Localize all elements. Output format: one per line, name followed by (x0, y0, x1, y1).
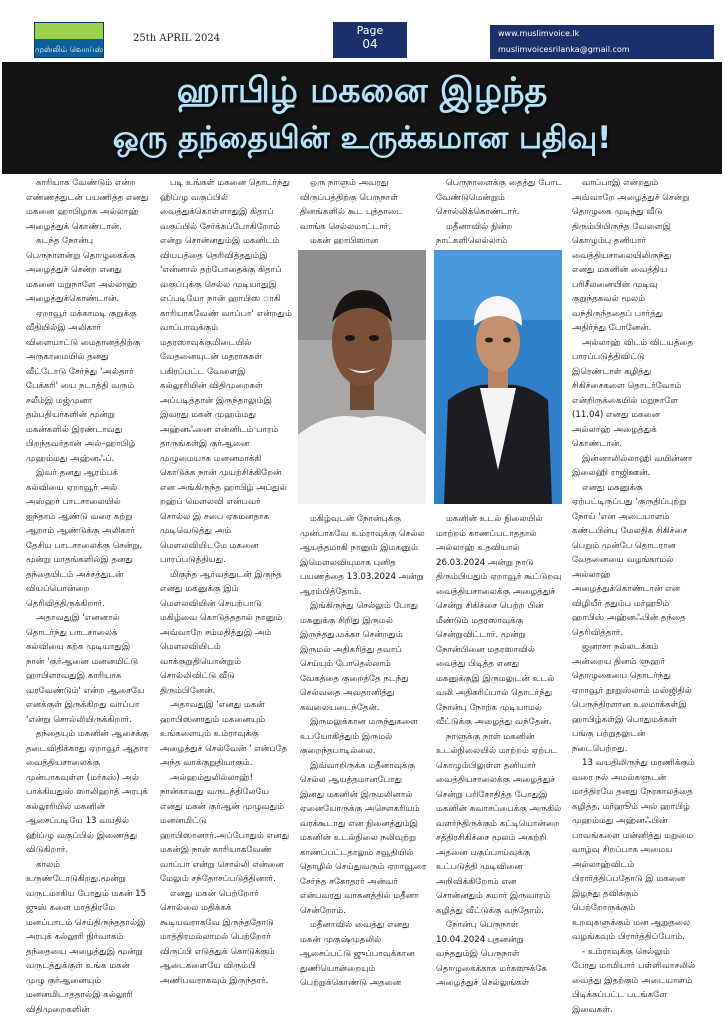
paragraph: பெருநாளைக்கு தைத்து போட வேண்டுமென்றும் சொல்லிக்கொண்டார். (436, 178, 563, 217)
paragraph: படி உங்கள் மகனை தொடர்ந்து ஹிப்ழு வகுப்பில் வைத்துக்கொள்ளாதுஇ கிதாப் வகுப்பில் சேர்க்கப்போகிறோம் என்று சொன்னதும்இ மகனிடம் வியபத்தை தெரிவித்ததும்இ 'என்னால் தற்போதைக்கு கிதாப் வகுப்புக்கு செல்ல முடியாதுஇ எப்படியோ நான் ஹாபிஸ ாகி காரியாகவேண் வாப்பா' என்றதும் வாப்பாவுக்கும் மதரஸாவுக்குமிடையில் வேதனையுடன் மதராசுகள் பகிரப்பட்ட வேளைஇ கல்லூரியின் விதிமுறைகள் அப்படித்தான் இருந்தாலும்இ இவரது மகன் முஹம்மது அஹ்னஃனை என்னிடம் பாரம் தாருங்கள்இ குர்ஆனை முழுமையாக மனனமாக்கி கொடுக்க நான் முயற்சிக்கிறேன் என அங்கிருந்த ஹாபிழ் அப்துல் றஹ்ப் மௌலவி என்பவர் சொல்ல இ சபை ஏகமனதாக முடிவெடுத்து அம் மௌலவியிடமே மகனை பாரப்படுத்தியது. (160, 178, 292, 565)
masthead-logo (34, 22, 104, 58)
paragraph: ஒரு நாளும் அவரது விருப்பத்திற்கு பெருநாள் தினங்களில் கூட புத்தாடை வாங்க செல்லமாட்டார். (300, 178, 404, 232)
paragraph: காரியாக வேண்டும் என்ற எண்ணத்துடன் பயணித்த எனது மகனை ஹாபிழாக அல்லாஹ் அழைத்துக் கொண்டான். (26, 178, 149, 232)
website-link[interactable]: www.muslimvoice.lk (498, 29, 580, 38)
issue-date: 25th APRIL 2024 (133, 33, 221, 44)
logo-text: முஸ்லிம் வொய்ஸ் (35, 45, 103, 54)
paragraph: வாப்பாஇ என்றதும் அவ்வாறே அழைத்துச் சென்று தொழுகை முடிந்து வீடு திரும்பியிருந்த வேளைஇ கொழும்பு தனியார் வைத்தியசாலையிலிருந்து எனது மகனின் வைத்திய பரிசீலனையின் முடிவு குறுந்தகவல் மூலம் வந்திருந்ததைப் பார்த்து அதிர்ந்து போனேன். (572, 178, 690, 333)
paragraph: அல்லாஹ் விடம் விடயத்தை பாரப்படுத்திவிட்டு இரெண்டாள் கழித்து சிகிச்சைகளை தொடர்வோம் என்றிருக்கையில் மறுநாளே (11.04) எனது மகனை அல்லாஹ் அழைத்துக் கொண்டான். (572, 337, 694, 449)
article-column-3-top (300, 176, 428, 248)
article-column-5 (572, 176, 696, 1022)
paragraph: ஜனாசா நல்லடக்கம் அன்றைய தினம் ளுஹர் தொழுகையை தொடர்ந்து ஏறாவூர் நூறுஸ்லாம் மஸ்ஜிதில் பெருந்திரளான உலமாக்கள்இ ஹாபிழ்கள்இ பொதுமக்கள் பங்கு பற்றுதலுடன் நடைபெற்றது. (572, 642, 692, 754)
paragraph: - உம்ராவுக்கு செல்லும் போது மாமியார் பள்ளிவாசலில் வைத்து இதற்கும் அடையாளம் பிடிக்கப்பட்ட படங்களே இவைகள். (572, 946, 696, 1015)
paragraph: அல்ஹம்துலில்லாஹ்! நான்காவது வருடத்திலேயே எனது மகன் குர்ஆன் முழுவதும் மனனமிட்டு ஹாபிஸானார்.அப்போதும் எனது மகன்இ நான் காரியாகவேண் வாப்பா என்று சொல்லி என்னை மேலும் சந்தோசப்படுத்தினார். (160, 772, 290, 884)
paragraph: அதாவதுஇ 'எனனால் தொடர்ந்து பாடசாலைக் கல்வியை கற்க முடியாதுஇ நான் 'குர்ஆனை மனனமிட்டு ஹாபிளாவதுஇ காரியாக வரவேண்டும்' என்ற ஆசையே எனக்குள் இருக்கிறது வாப்பா 'என்று சொல்லியிருக்கிறார். (26, 613, 145, 725)
paragraph: மதீனாவில் நின்ற நாட்களிலெல்லாம் (436, 221, 513, 246)
page-number: 04 (362, 37, 378, 51)
paragraph: மிகுந்த ஆர்வத்துடன் இருந்த எனது மகனுக்கு இம் மௌலவியின் செயற்பாடு மகிழ்வை கொடுத்ததால் நானும் அவ்வாறே சம்மதித்துஇ அம் மௌலவியிடம் வாக்குறுதியொன்றும் சொல்லிவிட்டு வீடு திரும்பினேன். (160, 569, 283, 696)
paragraph: மகிழ்வுடன் நோன்புக்கு முன்பாகவே உம்ராவுக்கு செல்ல ஆயத்தமாகி நானும் இமகனும் இமௌலவியுமாக புனித பயணத்தை 13.03.2024 அன்று ஆரம்பித்தோம். (300, 514, 425, 597)
person-photo-icon (434, 250, 562, 504)
headline-line-2: ஒரு தந்தையின் உருக்கமான பதிவு! (112, 120, 612, 156)
paragraph: இவர் தனது ஆரம்பக் கல்வியை ஏறாவூர் அல் அஸ்ஹர் பாடசாலையில் ஐந்தாம் ஆண்டு வரை கற்று ஆறாம் ஆண்டுக்கு அலிகார் தேசிய பாடசாலைக்கு சென்று, மூன்று மாதங்களில்இ தனது தந்தையிடம் அச்சத்துடன் வியப்பொன்றை தெரிவித்திருக்கிறார். (26, 468, 143, 609)
email-link[interactable]: muslimvoicesrilanka@gmail.com (498, 45, 630, 54)
paragraph: மதீனாவில் வைத்து எனது மகன் முகுஷ்முதலில் ஆசைப்பட்டு ஜுப்பாவுக்கான துணியொன்றையும் பெற்றுக்கொண்டு அதனை (300, 920, 415, 988)
paragraph: எனது மகனுக்கு ஏற்பட்டிருப்பது 'குருதிப்புற்று நோய் 'என அடையாளம் கண்டபின்பு மேலதிக சிகிச்சை பெறும் முன்பே தொடரான வேதனையை வழங்காமல் அல்லாஹ் அழைத்துக்கொண்டான் என விழியீர் ததும்ப மர்ஹூம் ஹாபிஸ் அஹ்னஃபின் தந்தை தெரிவித்தார். (572, 482, 688, 638)
page-indicator (333, 22, 407, 58)
paragraph: இன்னாலில்லாஹி வயின்னா இலைஹி ராஜிஊன். (572, 453, 693, 478)
paragraph: இருமலுக்கான மருந்துகளை உபயோகித்தும் இருமல் குறைந்தபாடில்லை. (300, 717, 418, 756)
article-column-1 (26, 176, 150, 1022)
paragraph: இவ்வாறிருக்க மதீனாவுக்கு செல்ல ஆயத்தமானபோது இனது மகனின் இருமலினால் ஏனையோருக்கு அசௌகரியம் வரக்கூடாது என நினைத்தும்இ மகனின் உடல்நிலை நலிவுற்று காணப்பட்டதாலும் சவூதியில் தொழில் செய்துவரும் ஏறாவூரை சேர்ந்த சகோதரர் அன்வர் என்பவரது வாகனத்தில் மதீனா சென்றோம். (300, 760, 427, 916)
paragraph: மகன் ஹாபிஸான (310, 236, 379, 246)
paragraph: 13 வயதிலிருந்து மரணிக்கும் வரை நல் அமல்களுடன் மாத்திரமே தனது நேரகாலத்தை கழித்த, மர்ஹூம் அல் ஹாபிழ் முஹம்மது அஹ்னஃபின் பாவங்களை மன்னித்து மறுமை வாழ்வு சிறப்பாக அமைய அல்லாஹ்விடம் பிரார்த்திப்பதோடு இ மகனை இழந்து தவிக்கும் பெற்றோருக்கும் உறவுகளுக்கும் மன ஆறுதலை வழங்கவும் பிரார்த்திப்போம். (572, 758, 695, 942)
paragraph: எனது மகன் பெற்றோர் சொல்லை மதிக்கக் கூடியவராகவே இருந்ததோடு மாத்திரமல்லாமல் பெற்றோர் விருப்பி எடுத்துக் கொடுக்கும் ஆடைகளையே விரும்பி அணிபவராகவும் இருந்தார். (160, 888, 275, 986)
photo-son-right (434, 250, 562, 504)
paragraph: கடந்த நோன்பு பெருநாளன்று தொழுகைக்கு அழைத்துச் சென்ற எனது மகனை மறுநாளே அல்லாஹ் அழைத்துக்கொண்டான். (26, 236, 138, 304)
paragraph: அதாவதுஇ 'எனது மகன் ஹாபிஸனாதும் மகனையும் உங்களையும் உம்ராவுக்கு அழைத்துச் செல்வேன் ' என்பதே அந்த வாக்குறுதியாகும். (160, 700, 288, 768)
person-photo-icon (298, 250, 426, 504)
article-column-3-bottom (300, 512, 428, 1022)
contact-box (490, 25, 714, 59)
paragraph: மகனின் உடல் நிலையில் மாற்றம் காணப்படாததால் அல்லாஹ் உதவியால் 26.03.2024 அன்று நாடு திரும்பியதும் ஏறாவூர் கூட்டுறவு வைத்தியசாலைக்கு அழைத்துச் சென்று சிகிச்சை பெற்ற பின் மீண்டும் மதரஸாவுக்கு சென்றுவிட்டார். மூன்று நோன்பினை மதரஸாவில் வைத்து பிடித்த எனது மகனுக்குஇ இருமலுடன் உடல் வலி அதிகரிப்பால் தொடர்ந்து நோன்பு நோற்க முடியாமல் வீட்டுக்கு அழைத்து வந்தேன். (436, 514, 562, 727)
article-column-2 (160, 176, 292, 1022)
paragraph: இங்கிருந்து செல்லும் போது மகனுக்கு சிறிது இருமல் இருந்தது.மக்கா சென்றதும் இருமல் அதிகரித்து தவாப் செய்யும் போதெல்லாம் வேகத்தை குறைத்தே நடந்து செல்வதை அவதானித்து கவலையடைந்தேன். (300, 601, 419, 713)
page-label: Page (356, 24, 384, 37)
headline-line-1: ஹாபிழ் மகனை இழந்த (176, 71, 548, 111)
paragraph: நோன்பு பெருநாள் 10.04.2024 புதனன்று வந்ததும்இ பெருநாள் தொழுகைக்காக மர்கஸுக்கே அழைத்துச் செல்லுங்கள் (436, 920, 547, 988)
paragraph: நாளுக்கு நாள் மகனின் உடல்நிலையில் மாற்றம் ஏற்பட கொழும்பிலுள்ள தனியார் வைத்தியசாலைக்கு அழைத்துச் சென்று பரிசோதித்த போதுஇ மகனின் சுவாசப்பைக்கு அருகில் வளர்ந்திருக்கும் கட்டியொன்றை சத்திரசிகிச்சை மூலம் அகற்றி அதனை பகுப்பாய்வுக்கு உட்படுத்தி முடிவினை அறிவிக்கிறோம் என சொன்னதும் சுமார் இருவாரம் கழித்து வீட்டுக்கு வந்தோம். (436, 731, 562, 916)
logo-band (35, 23, 103, 39)
photo-son-left (298, 250, 426, 504)
paragraph: காலம் உருண்டோடுகிறது.மூன்று வருடமாகிய போதும் மகன் 15 ஜுஸ் களை மாத்திரமே மனப்பாடம் செய்திருந்ததால்இ அரபுக் கல்லூரி நிர்வாகம் தந்தையை அழைத்துஇ மூன்று வருடத்துக்குள் உங்க மகன் முழு குர்ஆனையும் மனனமிடாததால்இ கல்லூரி விதிமுறைகளின் (26, 859, 147, 1015)
article-column-4-top (436, 176, 564, 248)
article-column-4-bottom (436, 512, 564, 1022)
paragraph: ஏறாவூர் மக்காமடி குறுக்கு வீதியில்இ அலிகார் விளையாட்டு மைதானத்திற்கு அருகாமையில் தனது வீட்டோடு சேர்ந்து 'அல்தார் பேக்கரி' யை நடாத்தி வரும் சலீம்இ மஜ்முனா தம்பதியர்களின் மூன்று மகன்களில் இரண்டாவது பிறந்தவர்தான் அல்–ஹாபிழ் முஹம்மது அஹ்னஃப். (26, 308, 141, 464)
headline-banner (2, 62, 722, 174)
paragraph: தந்தையும் மகனின் ஆசைக்கு தடைவிதிக்காது ஏறாவூர் ஆதார வைத்தியசாலைக்கு முன்பாகவுள்ள (மர்கஸ்) அல் பாக்கியதுஸ் ஸாலிஹாத் அரபுக் கல்லூரியில் மகனின் ஆசைப்படியே 13 வயதில் ஹிப்ழு வகுப்பில் இணைத்து விடுகிறார். (26, 729, 149, 855)
